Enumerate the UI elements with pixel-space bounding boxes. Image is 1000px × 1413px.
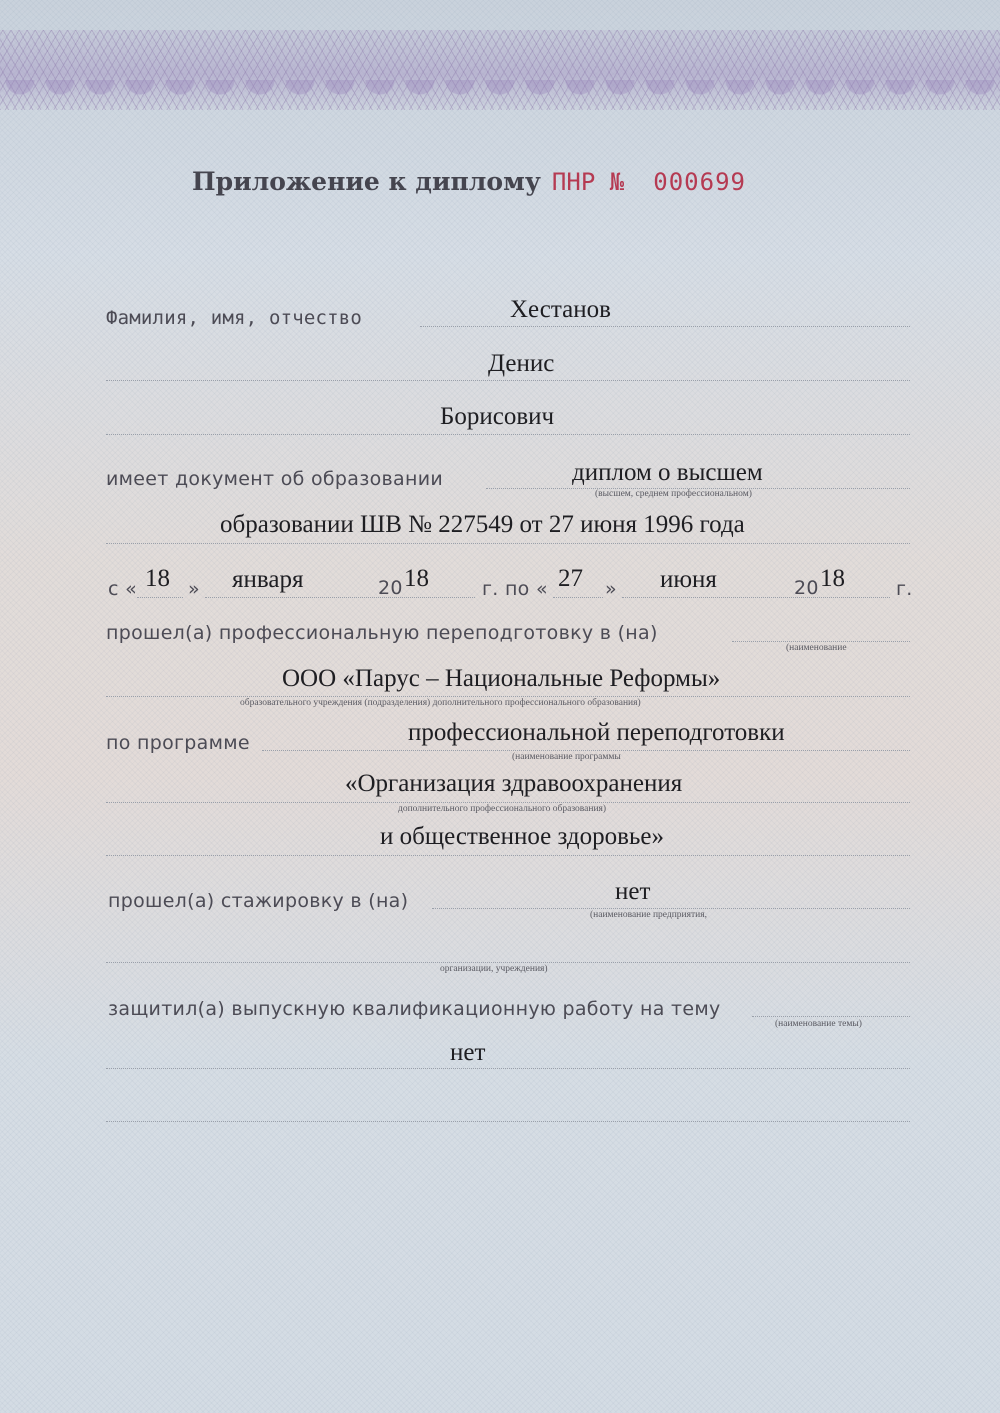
internship-line-2 [106,962,910,963]
program-line-1-text: профессиональной переподготовки [408,719,785,746]
education-label: имеет документ об образовании [106,468,444,490]
education-line-2 [106,543,910,544]
period-from-day: 18 [145,565,170,592]
program-line-2-text: «Организация здравоохранения [345,770,683,797]
period-to-year: 18 [820,565,845,592]
name-line-1 [420,326,910,327]
education-value-1: диплом о высшем [572,459,763,486]
period-end-text: г. [896,578,913,600]
period-to-month: июня [660,566,717,593]
name-line-3 [106,434,910,435]
retraining-line-2 [106,696,910,697]
retraining-line-1 [732,641,910,642]
period-from-month-line [205,597,475,598]
last-name-value: Хестанов [510,296,611,323]
security-ornament-scallop [0,80,1000,110]
internship-line-1 [432,908,910,909]
internship-value: нет [615,878,651,905]
program-line-1 [262,750,910,751]
education-value-2: образовании ШВ № 227549 от 27 июня 1996 года [220,511,745,538]
program-line-2 [106,802,910,803]
period-mid-text: г. по « [482,578,548,600]
name-label: Фамилия, имя, отчество [106,307,363,329]
retraining-note-2: образовательного учреждения (подразделения) дополнительного профессионального образования) [240,698,641,708]
title-prefix: Приложение к диплому [192,167,541,196]
period-to-year-prefix: 20 [794,577,819,599]
period-from-quote: » [188,578,200,600]
program-line-3-text: и общественное здоровье» [380,823,664,850]
internship-note-1: (наименование предприятия, [590,910,707,920]
patronymic-value: Борисович [440,403,555,430]
program-note-2: дополнительного профессионального образования) [398,804,607,814]
retraining-note-1: (наименование [786,643,847,653]
program-line-3 [106,855,910,856]
title-series: ПНР № [551,168,625,196]
period-from-year-prefix: 20 [378,577,403,599]
thesis-line-2 [106,1068,910,1069]
thesis-label: защитил(а) выпускную квалификационную работу на тему [108,998,721,1020]
retraining-organization: ООО «Парус – Национальные Реформы» [282,665,721,692]
name-line-2 [106,380,910,381]
program-note-1: (наименование программы [512,752,621,762]
period-to-quote: » [605,578,617,600]
period-from-prefix: с « [108,578,138,600]
thesis-line-3 [106,1121,910,1122]
internship-note-2: организации, учреждения) [440,964,548,974]
thesis-note: (наименование темы) [775,1019,862,1029]
thesis-value: нет [450,1039,486,1066]
title-number: 000699 [653,168,746,196]
program-label: по программе [106,732,250,754]
period-from-year: 18 [404,565,429,592]
thesis-line-1 [752,1016,910,1017]
period-to-month-line [622,597,890,598]
education-note: (высшем, среднем профессиональном) [595,489,752,499]
period-from-day-line [137,597,183,598]
period-to-day: 27 [558,565,583,592]
first-name-value: Денис [488,350,555,377]
internship-label: прошел(а) стажировку в (на) [108,890,409,912]
retraining-label: прошел(а) профессиональную переподготовку в (на) [106,622,658,644]
document-title [192,167,746,196]
period-from-month: января [232,566,304,593]
period-to-day-line [553,597,603,598]
